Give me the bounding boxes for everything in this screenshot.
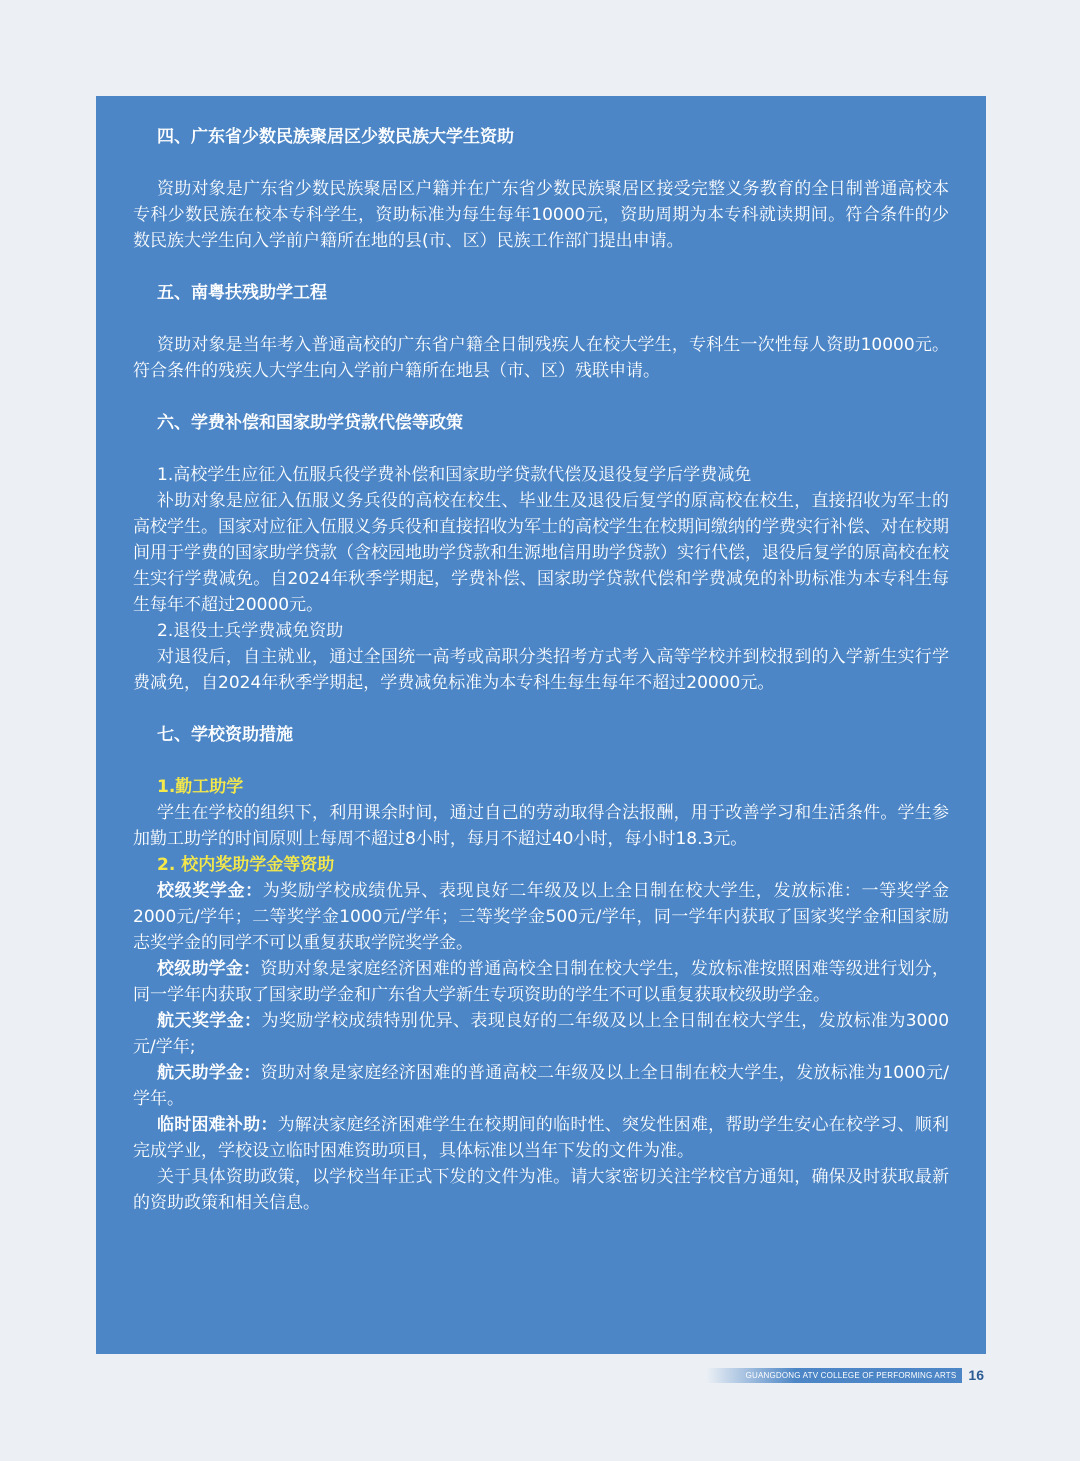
subheading-campus-scholarships: 2. 校内奖助学金等资助 bbox=[157, 855, 335, 875]
scholarship-item bbox=[133, 1060, 949, 1112]
scholarship-item-label: 航天助学金： bbox=[157, 1063, 261, 1083]
scholarship-item bbox=[133, 878, 949, 956]
item-paragraph-tuition-compensation: 补助对象是应征入伍服义务兵役的高校在校生、毕业生及退役后复学的原高校在校生，直接招收为军士的高校学生。国家对应征入伍服义务兵役和直接招收为军士的高校学生在校期间缴纳的学费实行补偿、对在校期间用于学费的国家助学贷款（含校园地助学贷款和生源地信用助学贷款）实行代偿，退役后复学的原高校在校生实行学费减免。自2024年秋季学期起，学费补偿、国家助学贷款代偿和学费减免的补助标准为本专科生每生每年不超过20000元。 bbox=[133, 491, 949, 615]
scholarship-item-text: 为解决家庭经济困难学生在校期间的临时性、突发性困难，帮助学生安心在校学习、顺利完成学业，学校设立临时困难资助项目，具体标准以当年下发的文件为准。 bbox=[133, 1115, 950, 1161]
section-heading-7: 七、学校资助措施 bbox=[157, 725, 293, 745]
item-paragraph-veteran-tuition: 对退役后，自主就业，通过全国统一高考或高职分类招考方式考入高等学校并到校报到的入学新生实行学费减免，自2024年秋季学期起，学费减免标准为本专科生每生每年不超过20000元。 bbox=[133, 647, 949, 693]
section-paragraph-5: 资助对象是当年考入普通高校的广东省户籍全日制残疾人在校大学生，专科生一次性每人资助10000元。符合条件的残疾人大学生向入学前户籍所在地县（市、区）残联申请。 bbox=[133, 335, 949, 381]
section-heading-6: 六、学费补偿和国家助学贷款代偿等政策 bbox=[157, 413, 463, 433]
scholarship-item-text: 为奖励学校成绩特别优异、表现良好的二年级及以上全日制在校大学生，发放标准为3000元/学年; bbox=[133, 1011, 950, 1057]
scholarship-item-label: 航天奖学金： bbox=[157, 1011, 262, 1031]
paragraph-work-study: 学生在学校的组织下，利用课余时间，通过自己的劳动取得合法报酬，用于改善学习和生活条件。学生参加勤工助学的时间原则上每周不超过8小时，每月不超过40小时，每小时18.3元。 bbox=[133, 803, 949, 849]
page-footer bbox=[706, 1367, 984, 1383]
section-paragraph-4: 资助对象是广东省少数民族聚居区户籍并在广东省少数民族聚居区接受完整义务教育的全日制普通高校本专科少数民族在校本专科学生，资助标准为每生每年10000元，资助周期为本专科就读期间。符合条件的少数民族大学生向入学前户籍所在地的县(市、区）民族工作部门提出申请。 bbox=[133, 179, 949, 251]
section-heading-5: 五、南粤扶残助学工程 bbox=[157, 283, 327, 303]
scholarship-item-text: 资助对象是家庭经济困难的普通高校全日制在校大学生，发放标准按照困难等级进行划分，同一学年内获取了国家助学金和广东省大学新生专项资助的学生不可以重复获取校级助学金。 bbox=[133, 959, 950, 1005]
scholarship-item-label: 校级助学金： bbox=[157, 959, 261, 979]
subheading-work-study: 1.勤工助学 bbox=[157, 777, 244, 797]
scholarship-item-text: 资助对象是家庭经济困难的普通高校二年级及以上全日制在校大学生，发放标准为1000元/学年。 bbox=[133, 1063, 949, 1109]
item-title-tuition-compensation: 1.高校学生应征入伍服兵役学费补偿和国家助学贷款代偿及退役复学后学费减免 bbox=[157, 465, 752, 485]
scholarship-item-text: 为奖励学校成绩优异、表现良好二年级及以上全日制在校大学生，发放标准：一等奖学金2000元/学年；二等奖学金1000元/学年；三等奖学金500元/学年，同一学年内获取了国家奖学金和国家励志奖学金的同学不可以重复获取学院奖学金。 bbox=[133, 881, 950, 953]
scholarship-item bbox=[133, 956, 949, 1008]
scholarship-item bbox=[133, 1112, 949, 1164]
closing-paragraph: 关于具体资助政策，以学校当年正式下发的文件为准。请大家密切关注学校官方通知，确保及时获取最新的资助政策和相关信息。 bbox=[133, 1167, 949, 1213]
section-heading-4: 四、广东省少数民族聚居区少数民族大学生资助 bbox=[157, 127, 514, 147]
scholarship-item-label: 临时困难补助： bbox=[157, 1115, 278, 1135]
scholarship-item bbox=[133, 1008, 949, 1060]
scholarship-item-label: 校级奖学金： bbox=[157, 881, 263, 901]
item-title-veteran-tuition: 2.退役士兵学费减免资助 bbox=[157, 621, 344, 641]
content-panel bbox=[96, 96, 986, 1354]
college-name: GUANGDONG ATV COLLEGE OF PERFORMING ARTS bbox=[706, 1368, 963, 1383]
page-number: 16 bbox=[968, 1367, 984, 1383]
